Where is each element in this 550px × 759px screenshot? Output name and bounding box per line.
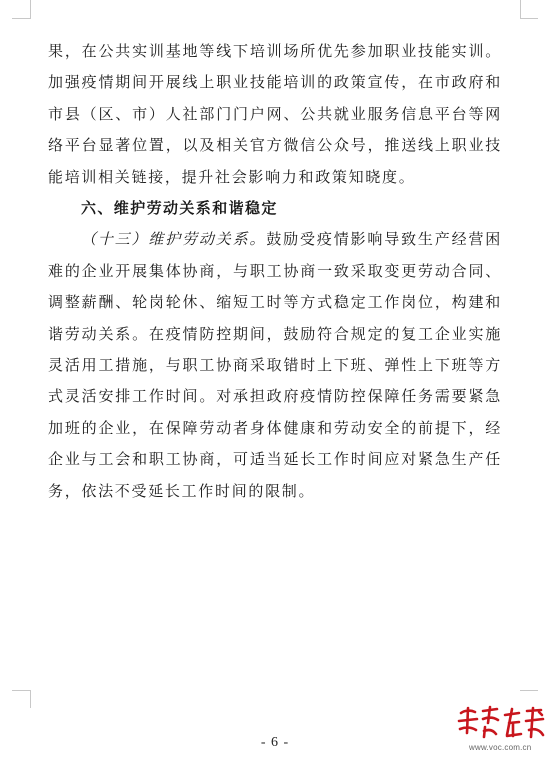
watermark — [455, 703, 547, 757]
crop-mark-bottom-right-horizontal — [520, 690, 538, 691]
document-body — [48, 36, 502, 507]
crop-mark-top-right-horizontal — [520, 18, 538, 19]
crop-mark-top-left — [30, 0, 31, 19]
crop-mark-top-right — [520, 0, 521, 18]
paragraph-lead-title: （十三）维护劳动关系。 — [81, 230, 267, 249]
page-number: - 6 - — [260, 735, 290, 750]
crop-mark-bottom-left — [30, 690, 31, 708]
watermark-url: www.voc.com.cn — [469, 743, 532, 752]
section-heading: 六、维护劳动关系和谐稳定 — [81, 199, 278, 218]
paragraph-body: 鼓励受疫情影响导致生产经营困难的企业开展集体协商，与职工协商一致采取变更劳动合同、调整薪酬、轮岗轮休、缩短工时等方式稳定工作岗位，构建和谐劳动关系。在疫情防控期间，鼓励符合规定的复工企业实施灵活用工措施，与职工协商采取错时上下班、弹性上下班等方式灵活安排工作时间。对承担政府疫情防控保障任务需要紧急加班的企业，在保障劳动者身体健康和劳动安全的前提下，经企业与工会和职工协商，可适当延长工作时间应对紧急生产任务，依法不受延长工作时间的限制。 — [48, 230, 503, 500]
crop-mark-top-left-horizontal — [12, 18, 30, 19]
watermark-logo — [455, 703, 547, 743]
crop-mark-bottom-left-horizontal — [12, 690, 30, 691]
paragraph-labor-relations — [48, 224, 502, 507]
paragraph-continuation: 果，在公共实训基地等线下培训场所优先参加职业技能实训。加强疫情期间开展线上职业技能培训的政策宣传，在市政府和市县（区、市）人社部门门户网、公共就业服务信息平台等网络平台显著位置，以及相关官方微信公众号，推送线上职业技能培训相关链接，提升社会影响力和政策知晓度。 — [48, 42, 502, 186]
